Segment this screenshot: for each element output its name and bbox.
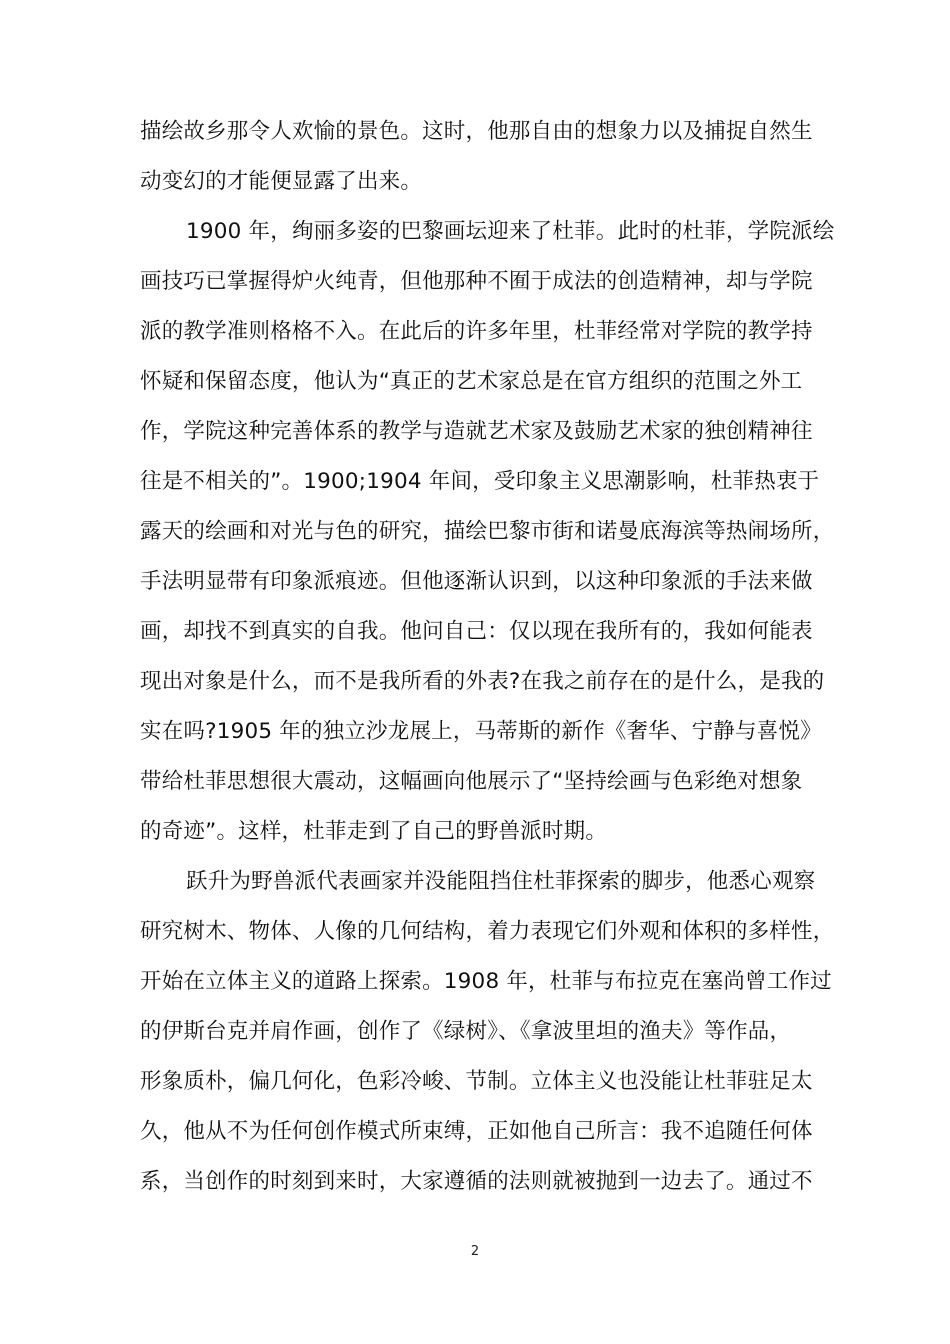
text-line: 派的教学准则格格不入。在此后的许多年里，杜菲经常对学院的教学持 bbox=[140, 319, 813, 344]
text-line: 描绘故乡那令人欢愉的景色。这时，他那自由的想象力以及捕捉自然生 bbox=[140, 119, 813, 144]
text-line: 画技巧已掌握得炉火纯青，但他那种不囿于成法的创造精神，却与学院 bbox=[140, 269, 813, 294]
text-line: 开始在立体主义的道路上探索。1908 年，杜菲与布拉克在塞尚曾工作过 bbox=[140, 969, 832, 994]
text-line: 画，却找不到真实的自我。他问自己：仅以现在我所有的，我如何能表 bbox=[140, 619, 813, 644]
text-line: 久，他从不为任何创作模式所束缚，正如他自己所言：我不追随任何体 bbox=[140, 1119, 813, 1144]
text-line: 往是不相关的”。1900;1904 年间，受印象主义思潮影响，杜菲热衷于 bbox=[140, 469, 820, 494]
text-line: 的伊斯台克并肩作画，创作了《绿树》、《拿波里坦的渔夫》等作品， bbox=[140, 1019, 792, 1044]
text-line: 怀疑和保留态度，他认为“真正的艺术家总是在官方组织的范围之外工 bbox=[140, 369, 803, 394]
text-line: 研究树木、物体、人像的几何结构，着力表现它们外观和体积的多样性， bbox=[140, 919, 835, 944]
page-number: 2 bbox=[470, 1244, 480, 1259]
text-line: 动变幻的才能便显露了出来。 bbox=[140, 169, 423, 194]
paragraph-start-line: 1900 年，绚丽多姿的巴黎画坛迎来了杜菲。此时的杜菲，学院派绘 bbox=[186, 219, 835, 244]
text-line: 手法明显带有印象派痕迹。但他逐渐认识到，以这种印象派的手法来做 bbox=[140, 569, 813, 594]
paragraph-start-line: 跃升为野兽派代表画家并没能阻挡住杜菲探索的脚步，他悉心观察 bbox=[186, 869, 816, 894]
text-line: 带给杜菲思想很大震动，这幅画向他展示了“坚持绘画与色彩绝对想象 bbox=[140, 769, 803, 794]
text-line: 实在吗?1905 年的独立沙龙展上，马蒂斯的新作《奢华、宁静与喜悦》 bbox=[140, 719, 822, 744]
text-line: 露天的绘画和对光与色的研究，描绘巴黎市街和诺曼底海滨等热闹场所， bbox=[140, 519, 835, 544]
text-line: 形象质朴，偏几何化，色彩冷峻、节制。立体主义也没能让杜菲驻足太 bbox=[140, 1069, 813, 1094]
text-line: 的奇迹”。这样，杜菲走到了自己的野兽派时期。 bbox=[140, 819, 608, 844]
text-line: 现出对象是什么，而不是我所看的外表?在我之前存在的是什么，是我的 bbox=[140, 669, 825, 694]
text-line: 系，当创作的时刻到来时，大家遵循的法则就被抛到一边去了。通过不 bbox=[140, 1169, 813, 1194]
text-line: 作，学院这种完善体系的教学与造就艺术家及鼓励艺术家的独创精神往 bbox=[140, 419, 813, 444]
